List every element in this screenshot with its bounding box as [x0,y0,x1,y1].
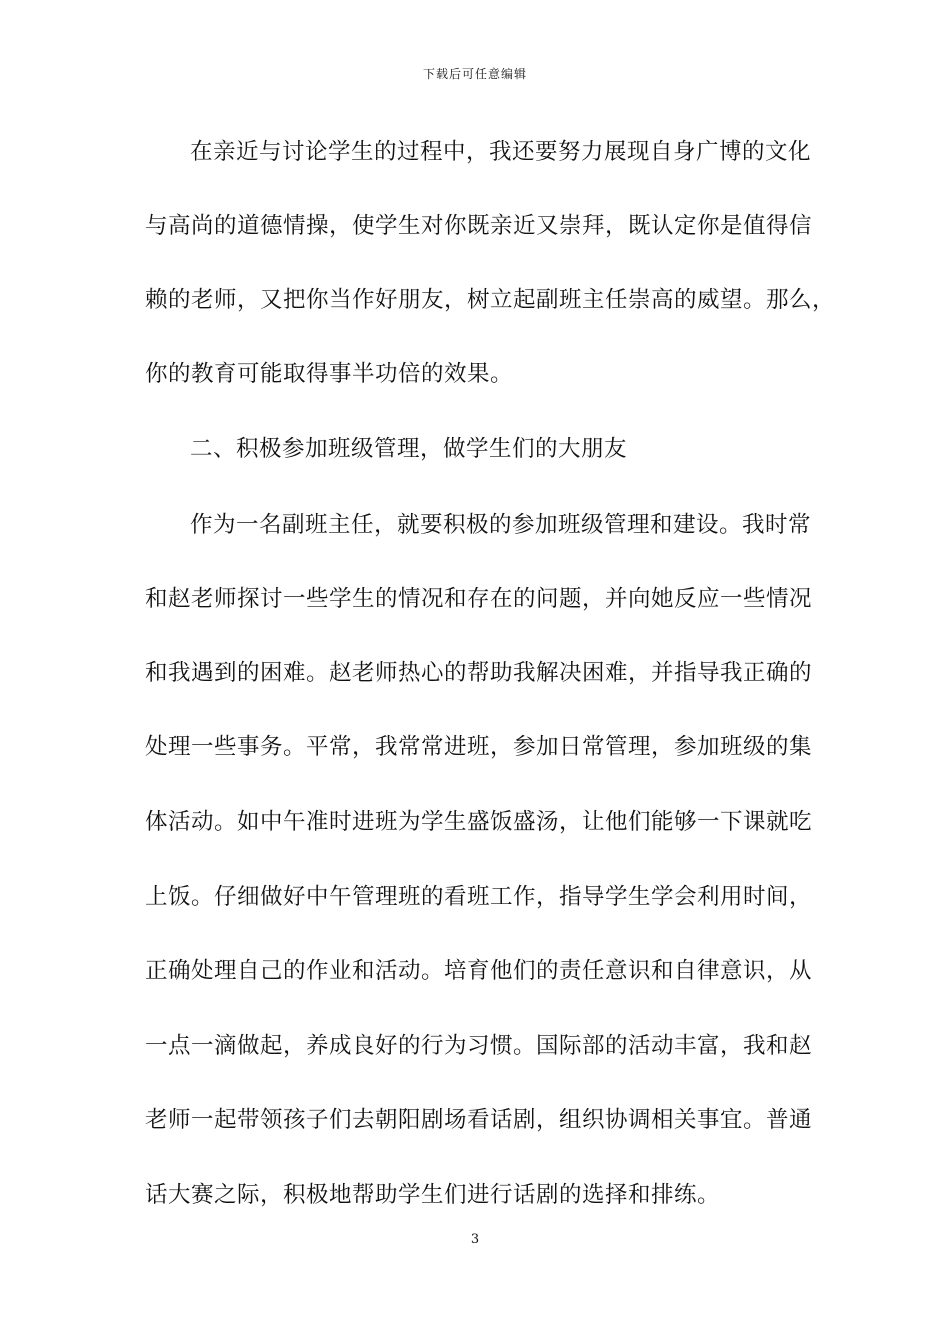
text-line: 体活动。如中午准时进班为学生盛饭盛汤，让他们能够一下课就吃 [145,809,813,835]
text-line: 与高尚的道德情操，使学生对你既亲近又崇拜，既认定你是值得信 [145,213,813,239]
text-line: 和赵老师探讨一些学生的情况和存在的问题，并向她反应一些情况 [145,586,813,612]
text-line: 话大赛之际，积极地帮助学生们进行话剧的选择和排练。 [145,1182,721,1208]
heading-line: 二、积极参加班级管理，做学生们的大朋友 [190,436,628,462]
text-line: 作为一名副班主任，就要积极的参加班级管理和建设。我时常 [190,512,812,538]
text-line: 和我遇到的困难。赵老师热心的帮助我解决困难，并指导我正确的 [145,660,813,686]
text-line: 老师一起带领孩子们去朝阳剧场看话剧，组织协调相关事宜。普通 [145,1107,813,1133]
text-line: 赖的老师，又把你当作好朋友，树立起副班主任崇高的威望。那么， [145,287,836,313]
text-line: 在亲近与讨论学生的过程中，我还要努力展现自身广博的文化 [190,139,812,165]
text-line: 你的教育可能取得事半功倍的效果。 [145,361,514,387]
text-line: 上饭。仔细做好中午管理班的看班工作，指导学生学会利用时间， [145,884,813,910]
text-line: 处理一些事务。平常，我常常进班，参加日常管理，参加班级的集 [145,734,813,760]
text-line: 正确处理自己的作业和活动。培育他们的责任意识和自律意识，从 [145,958,813,984]
text-line: 一点一滴做起，养成良好的行为习惯。国际部的活动丰富，我和赵 [145,1033,813,1059]
page-number: 3 [470,1232,480,1247]
page-header: 下载后可任意编辑 [422,67,527,81]
